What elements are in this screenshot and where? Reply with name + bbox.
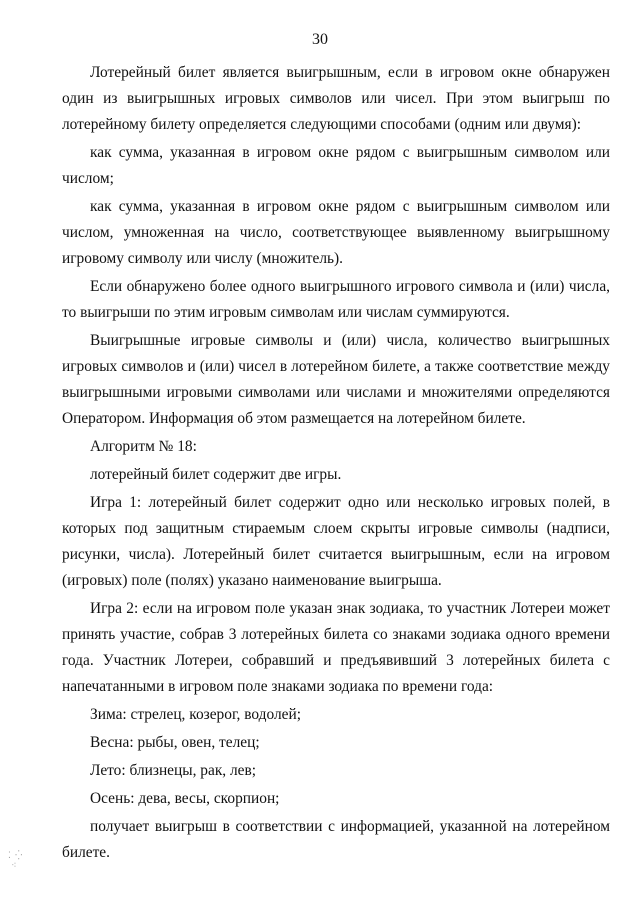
scan-artifact-mark: ⁚ ⁛ ⁖ [8,850,24,870]
paragraph-method-multiplier: как сумма, указанная в игровом окне рядом с выигрышным символом или числом, умноженная на число, соответствующее выявленному выигрышному игровому символу или числу (множитель). [62,198,610,267]
season-summer: Лето: близнецы, рак, лев; [90,762,257,779]
paragraph-winning-ticket: Лотерейный билет является выигрышным, если в игровом окне обнаружен один из выигрышных игровых символов или чисел. При этом выигрыш по лотерейному билету определяется следующими способами (одним или двумя): [62,64,610,133]
paragraph-game-1: Игра 1: лотерейный билет содержит одно или несколько игровых полей, в которых под защитным стираемым слоем скрыты игровые символы (надписи, рисунки, числа). Лотерейный билет считается выигрышным, если на игровом (игровых) поле (полях) указано наименование выигрыша. [62,494,610,589]
page-number: 30 [312,31,328,48]
season-winter: Зима: стрелец, козерог, водолей; [90,706,301,723]
paragraph-algorithm-heading: Алгоритм № 18: [90,438,197,455]
paragraph-two-games: лотерейный билет содержит две игры. [90,466,342,483]
document-body [62,60,610,866]
paragraph-prize: получает выигрыш в соответствии с информацией, указанной на лотерейном билете. [62,818,610,861]
paragraph-operator: Выигрышные игровые символы и (или) числа, количество выигрышных игровых символов и (или) чисел в лотерейном билете, а также соответствие между выигрышными игровыми символами или числами и множителями определяются Оператором. Информация об этом размещается на лотерейном билете. [62,332,610,427]
paragraph-game-2: Игра 2: если на игровом поле указан знак зодиака, то участник Лотереи может принять участие, собрав 3 лотерейных билета со знаками зодиака одного времени года. Участник Лотереи, собравший и предъявивший 3 лотерейных билета с напечатанными в игровом поле знаками зодиака по времени года: [62,600,610,695]
paragraph-method-sum: как сумма, указанная в игровом окне рядом с выигрышным символом или числом; [62,144,610,187]
season-autumn: Осень: дева, весы, скорпион; [90,790,280,807]
season-spring: Весна: рыбы, овен, телец; [90,734,260,751]
paragraph-summation: Если обнаружено более одного выигрышного игрового символа и (или) числа, то выигрыши по этим игровым символам или числам суммируются. [62,278,610,321]
